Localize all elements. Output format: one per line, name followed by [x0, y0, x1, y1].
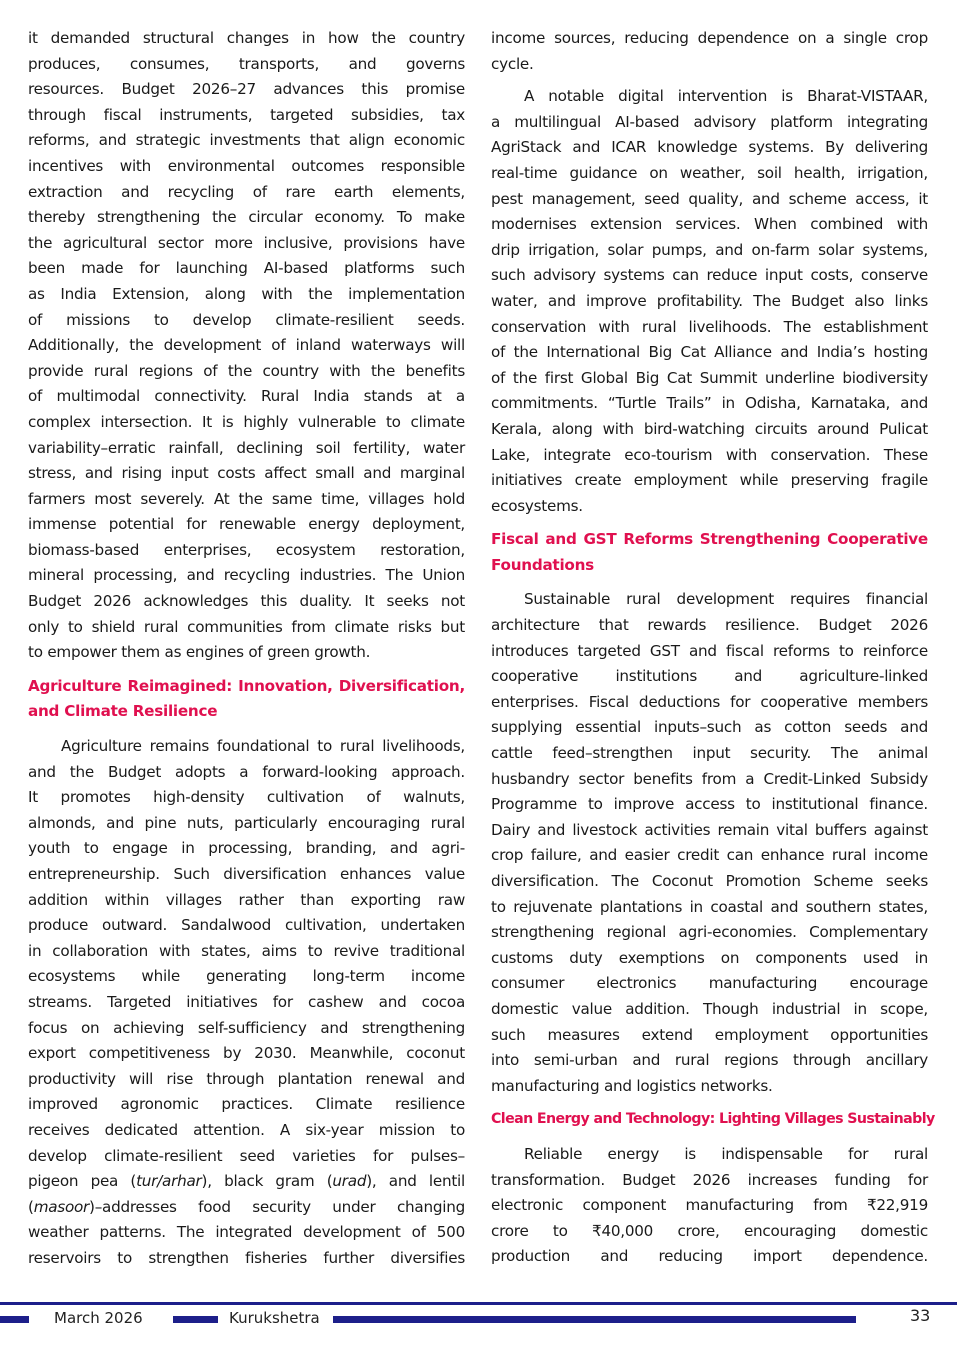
text-line: pest management, seed quality, and scheme access, it	[491, 189, 928, 208]
text-line: of the International Big Cat Alliance and India’s hosting	[491, 343, 928, 362]
text-line: produce outward. Sandalwood cultivation, undertaken	[28, 916, 465, 935]
text-line: of the first Global Big Cat Summit underline biodiversity	[491, 368, 928, 387]
text-line: biomass-based enterprises, ecosystem restoration,	[28, 540, 465, 559]
text-line: Lake, integrate eco-tourism with conservation. These	[491, 445, 928, 464]
text-fragment: ), black gram (	[201, 1172, 333, 1191]
text-line: mineral processing, and recycling industries. The Union	[28, 566, 465, 585]
text-line: reforms, and strategic investments that align economic	[28, 131, 465, 150]
text-line: only to shield rural communities from climate risks but	[28, 617, 465, 636]
text-line: ecosystems.	[491, 496, 583, 515]
text-line: improved agronomic practices. Climate resilience	[28, 1095, 465, 1114]
text-line: cooperative institutions and agriculture-linked	[491, 667, 928, 686]
text-line: drip irrigation, solar pumps, and on-farm solar systems,	[491, 240, 928, 259]
text-line: Additionally, the development of inland waterways will	[28, 336, 465, 355]
text-line: complex intersection. It is highly vulnerable to climate	[28, 412, 465, 431]
text-line: commitments. “Turtle Trails” in Odisha, Karnataka, and	[491, 394, 928, 413]
right-column	[491, 26, 935, 1270]
left-column	[28, 26, 465, 1272]
text-line: and Climate Resilience	[28, 702, 218, 721]
text-line	[28, 1169, 465, 1195]
text-line: architecture that rewards resilience. Budget 2026	[491, 616, 928, 635]
paragraph-bharat-vistaar	[491, 84, 928, 519]
text-line: entrepreneurship. Such diversification enhances value	[28, 865, 465, 883]
text-line: extraction and recycling of rare earth elements,	[28, 182, 465, 201]
text-fragment: pigeon pea (	[28, 1172, 137, 1191]
text-line: Programme to improve access to institutional finance.	[491, 795, 928, 814]
paragraph-fiscal-gst	[491, 587, 928, 1099]
text-line: youth to engage in processing, branding, and agri-	[28, 839, 465, 858]
text-line: diversification. The Coconut Promotion Scheme seeks	[491, 872, 928, 890]
text-fragment: (	[28, 1197, 34, 1216]
text-line: a multilingual AI-based advisory platform integrating	[491, 112, 928, 131]
text-line: Dairy and livestock activities remain vital buffers against	[491, 820, 928, 839]
text-line: been made for launching AI-based platforms such	[28, 259, 465, 278]
text-line: Foundations	[491, 555, 594, 574]
text-line: develop climate-resilient seed varieties for pulses–	[28, 1146, 465, 1165]
text-line: Fiscal and GST Reforms Strengthening Cooperative	[491, 530, 928, 549]
paragraph-agriculture-continued	[491, 26, 928, 77]
text-line: Clean Energy and Technology: Lighting Villages Sustainably	[491, 1111, 935, 1128]
text-line: immense potential for renewable energy deployment,	[28, 515, 465, 534]
text-line	[28, 1195, 465, 1221]
text-line: reservoirs to strengthen fisheries further diversifies	[28, 1248, 465, 1267]
text-line: water, and improve profitability. The Budget also links	[491, 291, 928, 310]
text-line: strengthening regional agri-economies. Complementary	[491, 923, 928, 942]
text-line: crore to ₹40,000 crore, encouraging domestic	[491, 1221, 928, 1240]
paragraph-intro-continued	[28, 26, 465, 666]
text-line: income sources, reducing dependence on a single crop	[491, 29, 928, 47]
text-line: productivity will rise through plantation renewal and	[28, 1069, 465, 1088]
footer-issue-date: March 2026	[54, 1309, 143, 1327]
footer-bar-decoration	[0, 1316, 29, 1323]
paragraph-agriculture	[28, 734, 465, 1271]
footer-bar-decoration	[333, 1316, 856, 1323]
text-line: customs duty exemptions on components used in	[491, 948, 928, 967]
section-heading-agriculture	[28, 674, 465, 725]
text-line: of missions to develop climate-resilient seeds.	[28, 310, 465, 329]
text-line: export competitiveness by 2030. Meanwhile, coconut	[28, 1044, 465, 1063]
text-line: cattle feed–strengthen input security. The animal	[491, 744, 928, 763]
text-line: Kerala, along with bird-watching circuits around Pulicat	[491, 419, 928, 438]
section-heading-fiscal-gst	[491, 527, 928, 578]
text-line: weather patterns. The integrated development of 500	[28, 1223, 465, 1242]
text-line: such advisory systems can reduce input costs, conserve	[491, 266, 928, 285]
text-line: A notable digital intervention is Bharat-VISTAAR,	[524, 87, 928, 106]
text-line: the agricultural sector more inclusive, provisions have	[28, 233, 465, 252]
text-line: cycle.	[491, 54, 534, 73]
text-line: thereby strengthening the circular economy. To make	[28, 208, 465, 227]
text-line: and the Budget adopts a forward-looking approach.	[28, 762, 465, 781]
text-line: Sustainable rural development requires financial	[524, 590, 928, 609]
text-fragment: ), and lentil	[366, 1172, 465, 1191]
text-line: through fiscal instruments, targeted subsidies, tax	[28, 105, 465, 124]
text-line: husbandry sector benefits from a Credit-Linked Subsidy	[491, 769, 928, 788]
text-line: production and reducing import dependence.	[491, 1247, 928, 1266]
text-line: initiatives create employment while preserving fragile	[491, 471, 928, 490]
text-line: electronic component manufacturing from ₹22,919	[491, 1196, 928, 1215]
text-line: farmers most severely. At the same time, villages hold	[28, 489, 465, 508]
text-line: modernises extension services. When combined with	[491, 215, 928, 234]
text-line: consumer electronics manufacturing encourage	[491, 974, 928, 993]
text-line: Budget 2026 acknowledges this duality. It seeks not	[28, 592, 465, 611]
text-line: streams. Targeted initiatives for cashew and cocoa	[28, 992, 465, 1011]
text-line: real-time guidance on weather, soil health, irrigation,	[491, 163, 928, 182]
italic-term: masoor	[33, 1197, 90, 1216]
text-line: conservation with rural livelihoods. The establishment	[491, 317, 928, 336]
text-line: It promotes high-density cultivation of walnuts,	[28, 788, 465, 807]
paragraph-clean-energy	[491, 1142, 928, 1270]
italic-term: tur/arhar	[136, 1172, 202, 1191]
footer-magazine-name: Kurukshetra	[229, 1309, 320, 1327]
text-fragment: )–addresses food security under changing	[89, 1197, 465, 1216]
text-line: resources. Budget 2026–27 advances this promise	[28, 80, 465, 99]
italic-term: urad	[332, 1172, 367, 1191]
text-line: manufacturing and logistics networks.	[491, 1076, 773, 1095]
text-line: Agriculture Reimagined: Innovation, Diversification,	[28, 676, 465, 695]
footer-rule	[0, 1302, 957, 1305]
footer-bar-decoration	[173, 1316, 218, 1323]
text-line: of multimodal connectivity. Rural India stands at a	[28, 387, 465, 406]
text-line: receives dedicated attention. A six-year mission to	[28, 1120, 465, 1139]
section-heading-clean-energy	[491, 1107, 935, 1133]
text-line: as India Extension, along with the implementation	[28, 284, 465, 303]
text-line: Agriculture remains foundational to rural livelihoods,	[61, 737, 465, 756]
text-line: to empower them as engines of green growth.	[28, 643, 371, 662]
text-line: stress, and rising input costs affect small and marginal	[28, 464, 465, 483]
text-line: Reliable energy is indispensable for rural	[524, 1144, 928, 1163]
text-line: in collaboration with states, aims to revive traditional	[28, 941, 465, 960]
text-line: enterprises. Fiscal deductions for cooperative members	[491, 692, 928, 711]
text-line: domestic value addition. Though industrial in scope,	[491, 999, 928, 1018]
text-line: almonds, and pine nuts, particularly encouraging rural	[28, 813, 465, 832]
text-line: focus on achieving self-sufficiency and strengthening	[28, 1018, 465, 1037]
text-line: ecosystems while generating long-term income	[28, 967, 465, 986]
text-line: addition within villages rather than exporting raw	[28, 890, 465, 909]
text-line: AgriStack and ICAR knowledge systems. By delivering	[491, 138, 928, 157]
text-line: it demanded structural changes in how the country	[28, 29, 465, 47]
text-line: into semi-urban and rural regions through ancillary	[491, 1051, 928, 1070]
text-line: crop failure, and easier credit can enhance rural income	[491, 846, 928, 865]
text-line: transformation. Budget 2026 increases funding for	[491, 1170, 928, 1189]
text-line: introduces targeted GST and fiscal reforms to reinforce	[491, 641, 928, 660]
text-line: to rejuvenate plantations in coastal and southern states,	[491, 897, 928, 916]
page-number: 33	[910, 1306, 931, 1325]
text-line: variability–erratic rainfall, declining soil fertility, water	[28, 438, 465, 457]
text-line: supplying essential inputs–such as cotton seeds and	[491, 718, 928, 737]
text-line: provide rural regions of the country with the benefits	[28, 361, 465, 380]
text-line: such measures extend employment opportunities	[491, 1025, 928, 1044]
text-line: produces, consumes, transports, and governs	[28, 54, 465, 73]
text-line: incentives with environmental outcomes responsible	[28, 156, 465, 175]
